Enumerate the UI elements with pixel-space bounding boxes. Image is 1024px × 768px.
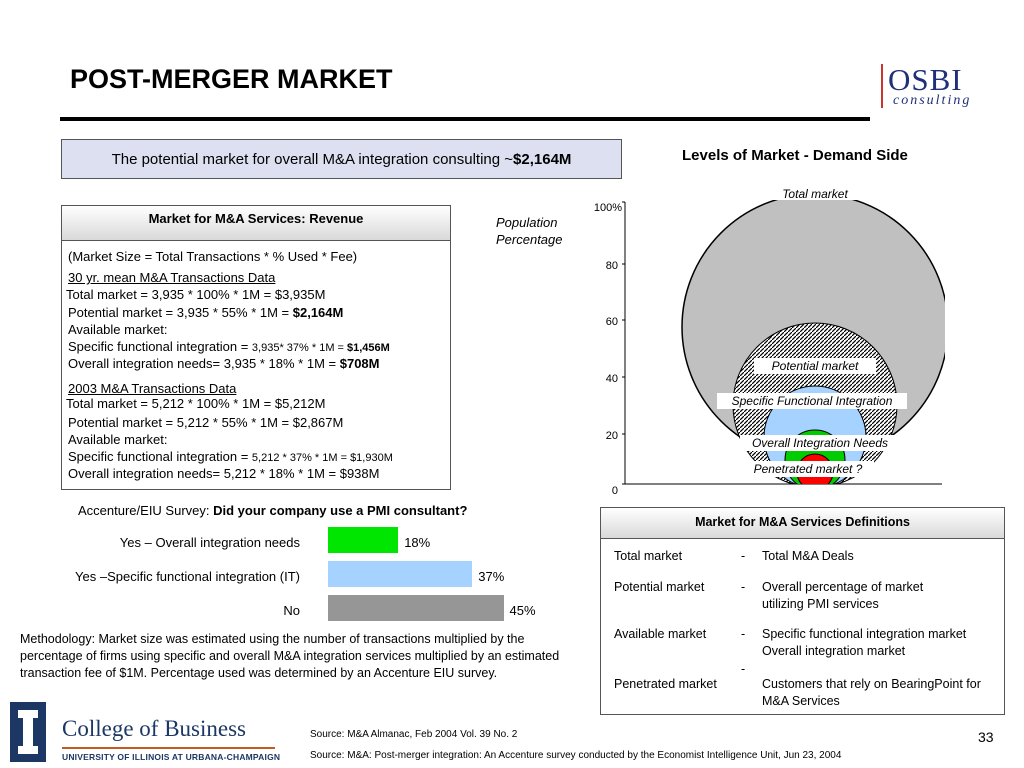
def-dash: - [741, 580, 746, 594]
def-dash: - [741, 627, 746, 641]
bar-value-label: 45% [509, 603, 536, 618]
bar-value-label: 37% [478, 569, 505, 584]
survey-source: Accenture/EIU Survey: [78, 503, 214, 518]
title-underline [60, 117, 870, 121]
def-dash: - [741, 662, 746, 676]
university-name: UNIVERSITY OF ILLINOIS AT URBANA-CHAMPAIGN [62, 752, 281, 762]
def-text: Specific functional integration market [762, 627, 967, 641]
section2-title: 2003 M&A Transactions Data [68, 381, 237, 396]
s1-specific-line [68, 339, 390, 354]
specific-integration-label: Specific Functional Integration [731, 394, 893, 408]
penetrated-market-label: Penetrated market ? [753, 462, 863, 476]
revenue-box [61, 205, 451, 490]
page-title: POST-MERGER MARKET [70, 64, 393, 94]
source-note-1: Source: M&A Almanac, Feb 2004 Vol. 39 No. 2 [310, 729, 518, 740]
s2-specific-text: Specific functional integration = [68, 449, 252, 464]
source-note-2: Source: M&A: Post-merger integration: An Accenture survey conducted by the Economist Intelligence Unit, Jun 23, 2004 [310, 750, 842, 761]
formula-line: (Market Size = Total Transactions * % Used * Fee) [68, 249, 358, 264]
bar-label: No [283, 603, 300, 618]
def-text: Customers that rely on BearingPoint for M&A Services [762, 677, 981, 708]
illinois-i-logo [10, 702, 46, 762]
osbi-logo-subtitle: consulting [893, 93, 972, 108]
overall-integration-label: Overall Integration Needs [751, 436, 889, 450]
def-dash: - [741, 549, 746, 563]
s1-overall-value: $708M [339, 356, 380, 371]
bar-specific-integration [328, 561, 472, 587]
tick-label-60: 60 [605, 316, 618, 328]
s1-potential-value: $2,164M [292, 305, 344, 320]
s2-total-line: Total market = 5,212 * 100% * 1M = $5,212M [66, 396, 326, 411]
total-market-label: Total market [782, 187, 848, 201]
def-term: Penetrated market [614, 677, 717, 691]
def-text: Overall integration market [762, 644, 906, 658]
college-name: College of Business [62, 716, 246, 741]
bar-overall-integration [328, 527, 398, 553]
def-term: Total market [614, 549, 683, 563]
block-i-icon [10, 702, 46, 762]
osbi-logo: OSBI [888, 62, 963, 97]
tick-label-0: 0 [611, 485, 618, 497]
levels-chart-title: Levels of Market - Demand Side [682, 147, 908, 164]
bar-label: Yes – Overall integration needs [119, 535, 300, 550]
bar-label: Yes –Specific functional integration (IT) [75, 569, 300, 584]
s1-available-line: Available market: [68, 322, 168, 337]
s2-overall-line: Overall integration needs= 5,212 * 18% * 1M = $938M [68, 466, 380, 481]
logo-accent-line [881, 64, 883, 108]
def-text: Overall percentage of market utilizing PMI services [762, 580, 924, 611]
section1-title: 30 yr. mean M&A Transactions Data [68, 270, 276, 285]
tick-label-40: 40 [605, 373, 618, 385]
s1-total-line: Total market = 3,935 * 100% * 1M = $3,935M [66, 287, 326, 302]
survey-question-text: Did your company use a PMI consultant? [213, 503, 468, 518]
banner-text: The potential market for overall M&A integration consulting ~ [111, 150, 514, 168]
college-rule [62, 747, 275, 749]
definitions-box [600, 507, 1005, 715]
def-term: Potential market [614, 580, 705, 594]
s2-potential-line: Potential market = 5,212 * 55% * 1M = $2,867M [68, 415, 344, 430]
y-axis-label: Population Percentage [496, 215, 563, 247]
tick-label-100: 100% [593, 202, 622, 214]
bar-no [328, 595, 504, 621]
definitions-header: Market for M&A Services Definitions [601, 508, 1004, 539]
s2-available-line: Available market: [68, 432, 168, 447]
s1-specific-value: $1,456M [347, 342, 390, 354]
survey-bar-chart [0, 522, 560, 627]
s1-specific-formula: 3,935* 37% * 1M = [251, 342, 348, 354]
potential-market-label: Potential market [771, 359, 859, 373]
s1-specific-text: Specific functional integration = [68, 339, 252, 354]
def-text: Total M&A Deals [762, 549, 854, 563]
revenue-box-header: Market for M&A Services: Revenue [62, 206, 450, 241]
tick-label-80: 80 [605, 260, 618, 272]
tick-label-20: 20 [605, 430, 618, 442]
s1-overall-line [68, 356, 379, 371]
page-number: 33 [978, 729, 994, 745]
s1-overall-text: Overall integration needs= 3,935 * 18% * 1M = [68, 356, 340, 371]
summary-banner [61, 139, 622, 179]
s1-potential-line [68, 305, 343, 320]
survey-question [78, 503, 467, 518]
s2-specific-line [68, 449, 393, 464]
s2-specific-value: 5,212 * 37% * 1M = $1,930M [251, 452, 393, 464]
banner-value: $2,164M [513, 150, 572, 168]
s1-potential-text: Potential market = 3,935 * 55% * 1M = [68, 305, 293, 320]
methodology-note: Methodology: Market size was estimated using the number of transactions multiplied by the percentage of firms using specific and overall M&A integration services multiplied by an estimated transaction fee of $1M. Percentage used was determined by an Accenture EIU survey. [20, 632, 560, 680]
def-term: Available market [614, 627, 707, 641]
levels-chart [580, 180, 980, 500]
bar-value-label: 18% [404, 535, 431, 550]
